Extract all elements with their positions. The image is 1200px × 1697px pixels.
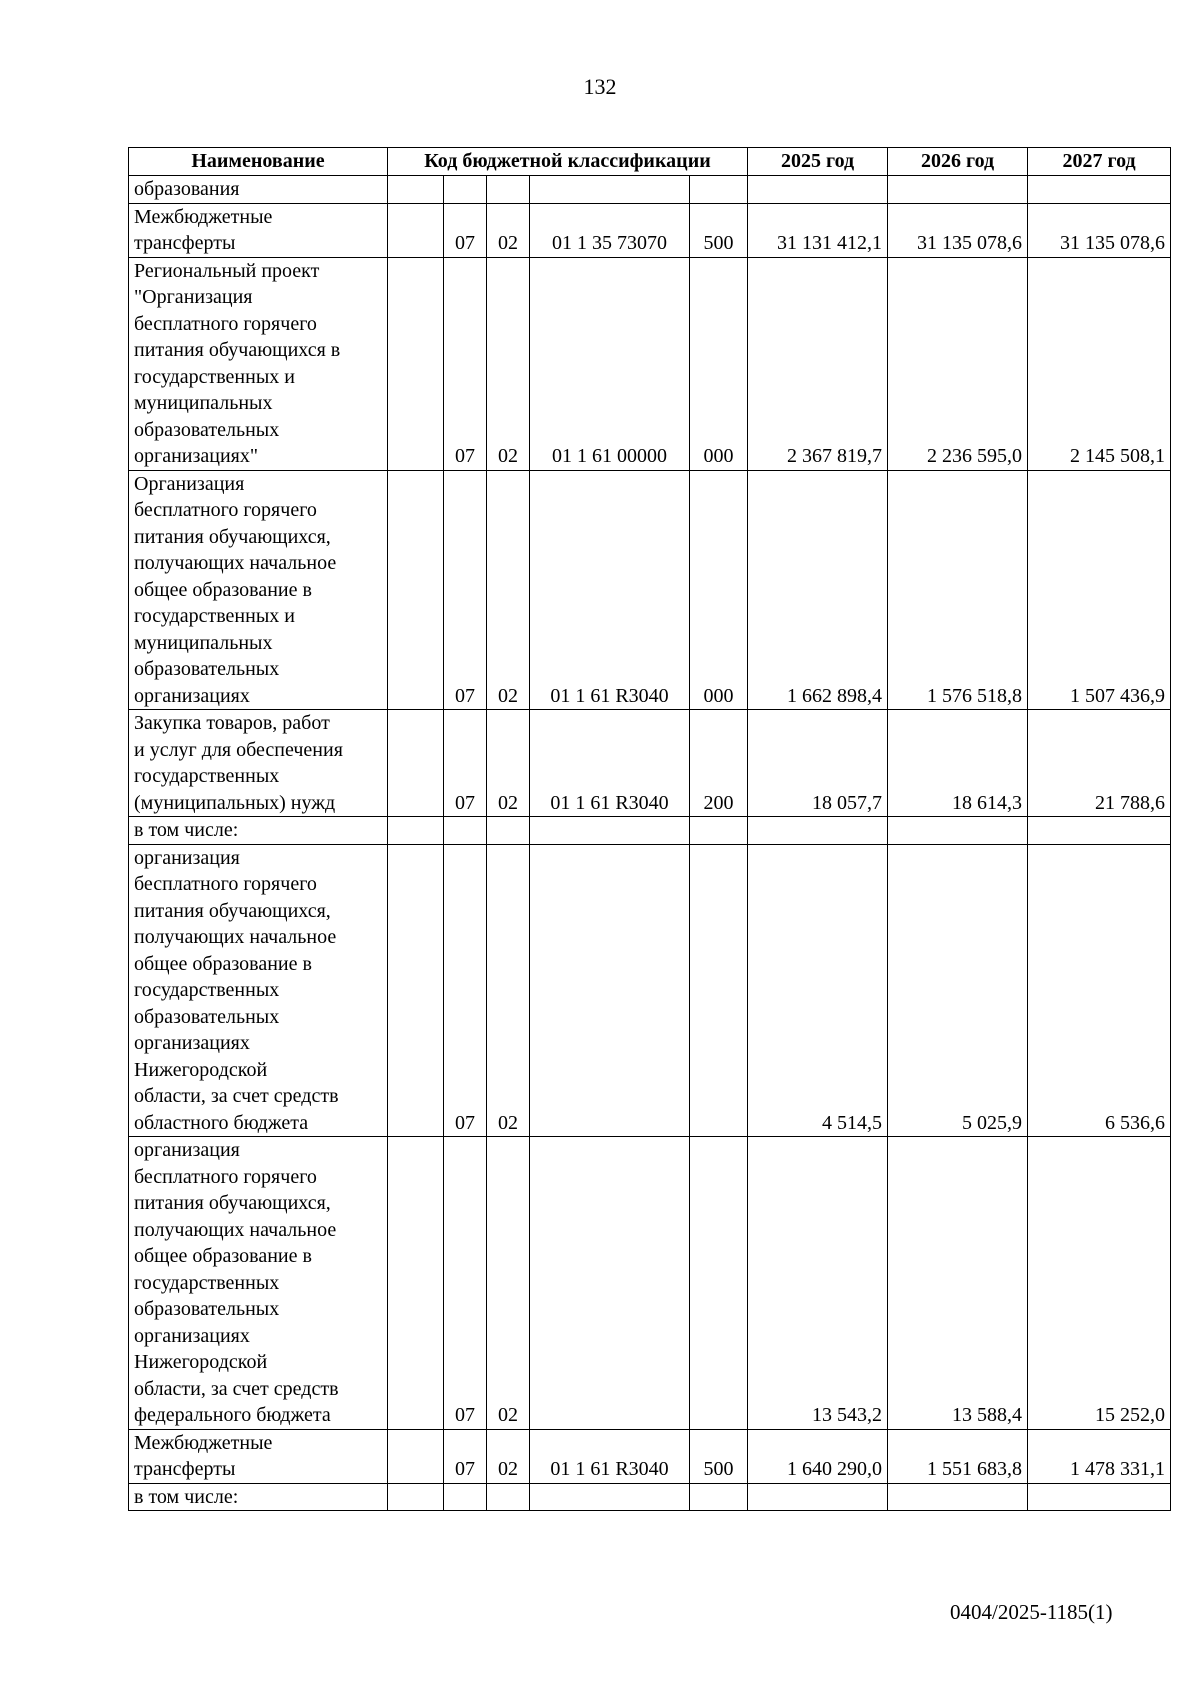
row-target-article: 01 1 61 R3040 (530, 1429, 690, 1483)
row-section: 07 (444, 1137, 487, 1430)
row-section: 07 (444, 710, 487, 817)
row-blank (388, 710, 444, 817)
row-subsection: 02 (487, 1429, 530, 1483)
row-blank (388, 470, 444, 710)
row-subsection: 02 (487, 844, 530, 1137)
row-section (444, 1483, 487, 1511)
row-value-2026: 18 614,3 (888, 710, 1028, 817)
row-value-2025: 31 131 412,1 (748, 203, 888, 257)
page-number: 132 (583, 74, 617, 99)
row-value-2026 (888, 176, 1028, 204)
row-value-2025: 4 514,5 (748, 844, 888, 1137)
table-row (129, 176, 1171, 204)
row-name: образования (129, 176, 388, 204)
row-value-2027 (1028, 817, 1171, 845)
row-subsection (487, 176, 530, 204)
header-2027: 2027 год (1028, 148, 1171, 176)
row-value-2027 (1028, 176, 1171, 204)
row-name: в том числе: (129, 1483, 388, 1511)
row-expense-type: 200 (690, 710, 748, 817)
table-row (129, 710, 1171, 817)
row-value-2026: 1 551 683,8 (888, 1429, 1028, 1483)
row-name: Региональный проект "Организация бесплатного горячего питания обучающихся в государственных и муниципальных образовательных организациях" (129, 257, 388, 470)
row-blank (388, 817, 444, 845)
table-row (129, 1429, 1171, 1483)
row-subsection: 02 (487, 470, 530, 710)
row-value-2027: 31 135 078,6 (1028, 203, 1171, 257)
row-name: Закупка товаров, работ и услуг для обеспечения государственных (муниципальных) нужд (129, 710, 388, 817)
header-2025: 2025 год (748, 148, 888, 176)
row-value-2025 (748, 176, 888, 204)
row-value-2026: 31 135 078,6 (888, 203, 1028, 257)
header-2026: 2026 год (888, 148, 1028, 176)
row-section (444, 817, 487, 845)
row-value-2025: 1 662 898,4 (748, 470, 888, 710)
table-row (129, 470, 1171, 710)
row-section: 07 (444, 844, 487, 1137)
row-value-2025: 2 367 819,7 (748, 257, 888, 470)
row-section: 07 (444, 203, 487, 257)
row-name: организация бесплатного горячего питания обучающихся, получающих начальное общее образование в государственных образовательных организациях Нижегородской области, за счет средств областного бюджета (129, 844, 388, 1137)
table-row (129, 203, 1171, 257)
row-value-2027: 21 788,6 (1028, 710, 1171, 817)
row-blank (388, 203, 444, 257)
row-blank (388, 176, 444, 204)
row-subsection: 02 (487, 257, 530, 470)
row-value-2027: 1 507 436,9 (1028, 470, 1171, 710)
row-expense-type (690, 176, 748, 204)
row-name: Организация бесплатного горячего питания обучающихся, получающих начальное общее образование в государственных и муниципальных образовательных организациях (129, 470, 388, 710)
row-subsection: 02 (487, 1137, 530, 1430)
row-value-2025 (748, 817, 888, 845)
row-value-2026: 5 025,9 (888, 844, 1028, 1137)
row-blank (388, 1429, 444, 1483)
row-value-2026 (888, 1483, 1028, 1511)
row-value-2026: 2 236 595,0 (888, 257, 1028, 470)
row-subsection (487, 817, 530, 845)
table-header-row (129, 148, 1171, 176)
row-expense-type: 000 (690, 257, 748, 470)
table-row (129, 844, 1171, 1137)
row-value-2026: 1 576 518,8 (888, 470, 1028, 710)
row-expense-type: 000 (690, 470, 748, 710)
row-value-2027: 6 536,6 (1028, 844, 1171, 1137)
row-name: Межбюджетные трансферты (129, 1429, 388, 1483)
row-expense-type (690, 1483, 748, 1511)
row-value-2027 (1028, 1483, 1171, 1511)
row-blank (388, 1137, 444, 1430)
row-name: Межбюджетные трансферты (129, 203, 388, 257)
row-value-2027: 15 252,0 (1028, 1137, 1171, 1430)
row-section: 07 (444, 470, 487, 710)
row-expense-type: 500 (690, 1429, 748, 1483)
row-name: в том числе: (129, 817, 388, 845)
row-target-article (530, 1137, 690, 1430)
row-target-article: 01 1 61 R3040 (530, 470, 690, 710)
header-name: Наименование (129, 148, 388, 176)
table-row (129, 817, 1171, 845)
row-expense-type (690, 1137, 748, 1430)
row-expense-type: 500 (690, 203, 748, 257)
row-value-2027: 1 478 331,1 (1028, 1429, 1171, 1483)
row-blank (388, 844, 444, 1137)
row-name: организация бесплатного горячего питания обучающихся, получающих начальное общее образование в государственных образовательных организациях Нижегородской области, за счет средств федерального бюджета (129, 1137, 388, 1430)
row-value-2025: 1 640 290,0 (748, 1429, 888, 1483)
row-target-article: 01 1 35 73070 (530, 203, 690, 257)
document-code: 0404/2025-1185(1) (950, 1600, 1113, 1624)
row-section (444, 176, 487, 204)
row-section: 07 (444, 257, 487, 470)
row-value-2025: 13 543,2 (748, 1137, 888, 1430)
row-subsection: 02 (487, 710, 530, 817)
row-value-2026 (888, 817, 1028, 845)
row-expense-type (690, 844, 748, 1137)
row-value-2026: 13 588,4 (888, 1137, 1028, 1430)
row-target-article: 01 1 61 00000 (530, 257, 690, 470)
header-code: Код бюджетной классификации (388, 148, 748, 176)
row-expense-type (690, 817, 748, 845)
row-target-article: 01 1 61 R3040 (530, 710, 690, 817)
row-value-2025: 18 057,7 (748, 710, 888, 817)
row-value-2025 (748, 1483, 888, 1511)
row-section: 07 (444, 1429, 487, 1483)
row-value-2027: 2 145 508,1 (1028, 257, 1171, 470)
budget-table (128, 147, 1171, 1511)
row-blank (388, 1483, 444, 1511)
row-blank (388, 257, 444, 470)
table-row (129, 1137, 1171, 1430)
table-row (129, 257, 1171, 470)
row-target-article (530, 817, 690, 845)
row-subsection: 02 (487, 203, 530, 257)
row-subsection (487, 1483, 530, 1511)
row-target-article (530, 176, 690, 204)
row-target-article (530, 844, 690, 1137)
row-target-article (530, 1483, 690, 1511)
table-row (129, 1483, 1171, 1511)
